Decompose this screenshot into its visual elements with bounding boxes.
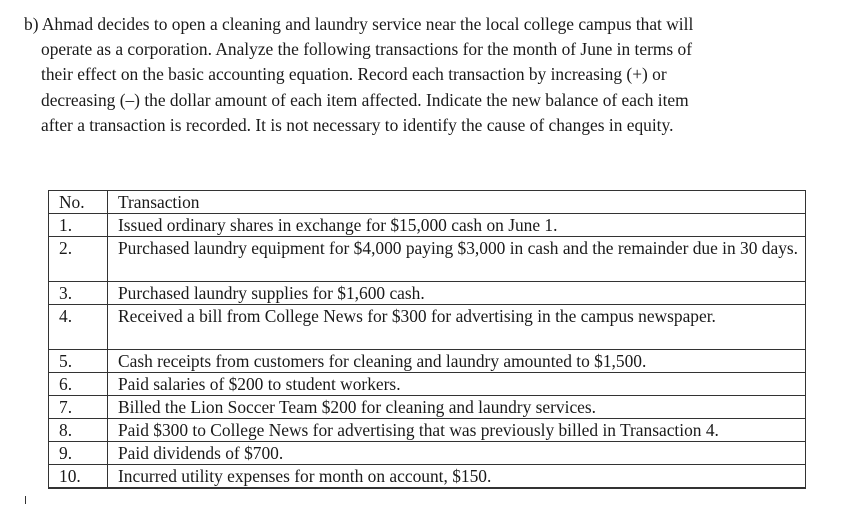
row-no: 7. [49, 396, 108, 419]
row-transaction: Purchased laundry supplies for $1,600 cash. [108, 282, 806, 305]
header-transaction: Transaction [108, 191, 806, 214]
row-transaction: Cash receipts from customers for cleaning and laundry amounted to $1,500. [108, 350, 806, 373]
text-cursor-mark [25, 496, 26, 504]
row-transaction: Paid salaries of $200 to student workers. [108, 373, 806, 396]
row-no: 1. [49, 214, 108, 237]
row-transaction: Purchased laundry equipment for $4,000 paying $3,000 in cash and the remainder due in 30 days. [108, 237, 806, 282]
question-intro [24, 12, 824, 138]
intro-line: decreasing (–) the dollar amount of each item affected. Indicate the new balance of each item [41, 89, 689, 110]
row-transaction: Paid dividends of $700. [108, 442, 806, 465]
intro-line: operate as a corporation. Analyze the following transactions for the month of June in terms of [41, 39, 692, 60]
table-header-row [49, 191, 806, 214]
table-row [49, 237, 806, 282]
table-row [49, 419, 806, 442]
table-row [49, 373, 806, 396]
row-no: 3. [49, 282, 108, 305]
table-row [49, 465, 806, 489]
row-transaction: Issued ordinary shares in exchange for $15,000 cash on June 1. [108, 214, 806, 237]
intro-line: b) Ahmad decides to open a cleaning and laundry service near the local college campus that will [24, 14, 694, 34]
row-no: 8. [49, 419, 108, 442]
row-no: 2. [49, 237, 108, 282]
table-row [49, 305, 806, 350]
table-row [49, 396, 806, 419]
intro-line: after a transaction is recorded. It is not necessary to identify the cause of changes in equity. [41, 114, 674, 135]
table-row [49, 350, 806, 373]
intro-line: their effect on the basic accounting equation. Record each transaction by increasing (+) or [41, 64, 667, 85]
row-no: 9. [49, 442, 108, 465]
row-transaction: Received a bill from College News for $300 for advertising in the campus newspaper. [108, 305, 806, 350]
transactions-table [48, 190, 806, 489]
table-row [49, 214, 806, 237]
row-transaction: Incurred utility expenses for month on account, $150. [108, 465, 806, 489]
row-transaction: Paid $300 to College News for advertising that was previously billed in Transaction 4. [108, 419, 806, 442]
row-no: 5. [49, 350, 108, 373]
row-no: 4. [49, 305, 108, 350]
header-no: No. [49, 191, 108, 214]
row-transaction: Billed the Lion Soccer Team $200 for cleaning and laundry services. [108, 396, 806, 419]
row-no: 6. [49, 373, 108, 396]
table-row [49, 442, 806, 465]
row-no: 10. [49, 465, 108, 489]
table-row [49, 282, 806, 305]
